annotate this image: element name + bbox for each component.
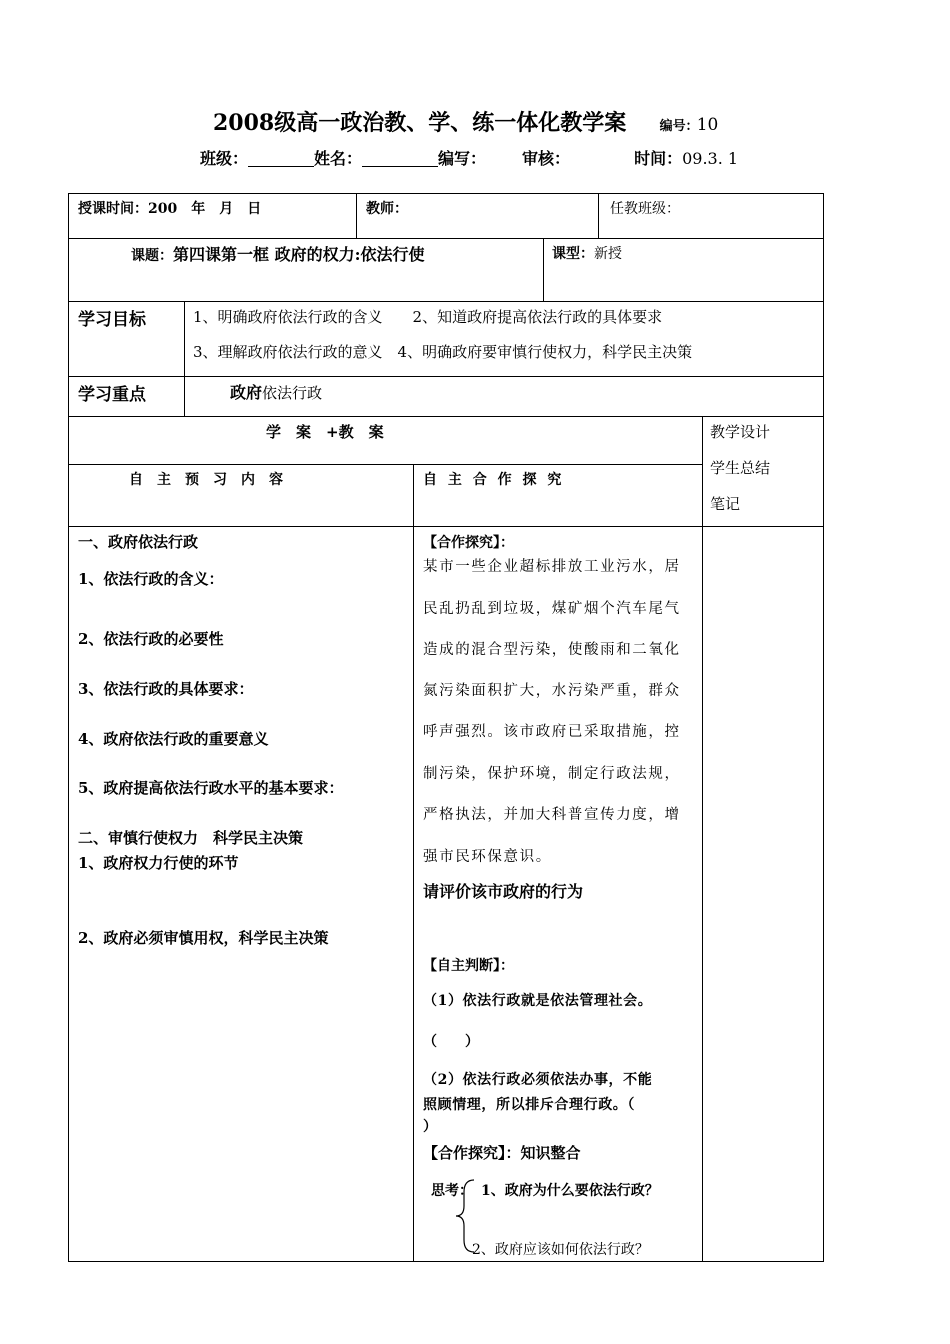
topic-cell	[131, 242, 424, 265]
preview-section-1: 一、政府依法行政	[78, 533, 199, 551]
preview-item-1: 1、依法行政的含义：	[78, 570, 224, 588]
type-label: 课型：	[552, 246, 594, 262]
col-preview-header: 自 主 预 习 内 容	[129, 472, 283, 488]
topic-label: 课题：	[131, 248, 173, 264]
objectives-line-1: 1、明确政府依法行政的含义 2、知道政府提高依法行政的具体要求	[193, 308, 663, 326]
class-taught-cell: 任教班级：	[610, 201, 680, 217]
col-explore-header: 自 主 合 作 探 究	[423, 472, 565, 488]
review-label: 审核：	[522, 149, 571, 168]
author-label: 编写：	[438, 149, 487, 168]
number-label: 编号	[659, 119, 686, 134]
case-line: 造成的混合型污染，使酸雨和二氧化	[423, 642, 681, 658]
class-blank	[248, 148, 314, 167]
table-rule	[413, 464, 414, 1261]
table-rule	[543, 238, 544, 301]
key-points-text	[230, 380, 322, 403]
case-line: 氮污染面积扩大，水污染严重，群众	[423, 683, 681, 699]
class-label: 班级：	[200, 149, 249, 168]
preview-item-4: 4、政府依法行政的重要意义	[78, 730, 269, 748]
case-line: 某市一些企业超标排放工业污水，居	[423, 559, 681, 575]
side-note-student-summary: 学生总结	[710, 459, 771, 477]
type-value: 新授	[594, 246, 622, 262]
case-line: 民乱扔乱到垃圾，煤矿烟个汽车尾气	[423, 601, 681, 617]
key-points-value: 依法行政	[262, 384, 323, 402]
lesson-time-cell: 授课时间：200 年 月 日	[78, 201, 262, 217]
name-label: 姓名：	[314, 149, 363, 168]
table-rule	[702, 416, 703, 1261]
think-label: 思考：	[431, 1183, 473, 1199]
topic-title: 第四课第一框 政府的权力:依法行使	[173, 245, 425, 264]
case-line: 呼声强烈。该市政府已采取措施，控	[423, 724, 681, 740]
integrate-label: 【合作探究】：知识整合	[423, 1144, 581, 1162]
preview-item2-1: 1、政府权力行使的环节	[78, 854, 239, 872]
think-question-1: 1、政府为什么要依法行政？	[481, 1183, 659, 1199]
judge-1-answer: （ ）	[423, 1034, 479, 1050]
table-rule	[68, 376, 824, 377]
case-line: 严格执法，并加大科普宣传力度，增	[423, 807, 681, 823]
table-rule	[184, 301, 185, 416]
table-rule	[68, 1261, 824, 1262]
think-question-2: 2、政府应该如何依法行政？	[472, 1242, 649, 1258]
time-label: 时间：	[634, 149, 683, 168]
case-line: 制污染，保护环境，制定行政法规，	[423, 766, 681, 782]
evaluate-question: 请评价该市政府的行为	[423, 882, 584, 901]
table-rule	[598, 193, 599, 238]
document-title: 2008级高一政治教、学、练一体化教学案 编号: 10	[213, 110, 719, 136]
number-value: : 10	[685, 115, 719, 135]
preview-item-2: 2、依法行政的必要性	[78, 630, 224, 648]
table-rule	[68, 464, 702, 465]
side-note-notes: 笔记	[710, 495, 741, 513]
objectives-label: 学习目标	[78, 310, 146, 330]
preview-item-5: 5、政府提高依法行政水平的基本要求：	[78, 779, 344, 797]
key-points-prefix: 政府	[230, 383, 263, 402]
header-info-line	[200, 146, 738, 169]
table-rule	[68, 193, 824, 194]
judge-label: 【自主判断】：	[423, 958, 514, 974]
preview-item-3: 3、依法行政的具体要求：	[78, 680, 254, 698]
teacher-cell: 教师：	[366, 201, 408, 217]
table-rule	[823, 193, 824, 1261]
coop-explore-label: 【合作探究】：	[423, 535, 514, 551]
table-rule	[68, 526, 824, 527]
table-rule	[356, 193, 357, 238]
key-points-label: 学习重点	[78, 385, 146, 405]
table-rule	[68, 301, 824, 302]
table-rule	[68, 416, 824, 417]
judge-1: （1）依法行政就是依法管理社会。	[423, 993, 653, 1009]
table-rule	[68, 193, 69, 1261]
case-line: 强市民环保意识。	[423, 849, 552, 865]
time-value: 09.3. 1	[682, 149, 739, 168]
table-rule	[68, 238, 824, 239]
preview-item2-2: 2、政府必须审慎用权，科学民主决策	[78, 929, 329, 947]
objectives-line-2: 3、理解政府依法行政的意义 4、明确政府要审慎行使权力，科学民主决策	[193, 343, 693, 361]
name-blank	[362, 148, 438, 167]
judge-2-line-1: （2）依法行政必须依法办事，不能	[423, 1072, 653, 1088]
plan-header-title: 学 案 +教 案	[266, 423, 384, 441]
lesson-type-cell	[552, 243, 622, 263]
preview-section-2: 二、审慎行使权力 科学民主决策	[78, 829, 304, 847]
side-note-teaching-design: 教学设计	[710, 423, 771, 441]
judge-2-line-2: 照顾情理，所以排斥合理行政。（	[423, 1097, 635, 1113]
judge-2-line-3: ）	[423, 1119, 437, 1135]
